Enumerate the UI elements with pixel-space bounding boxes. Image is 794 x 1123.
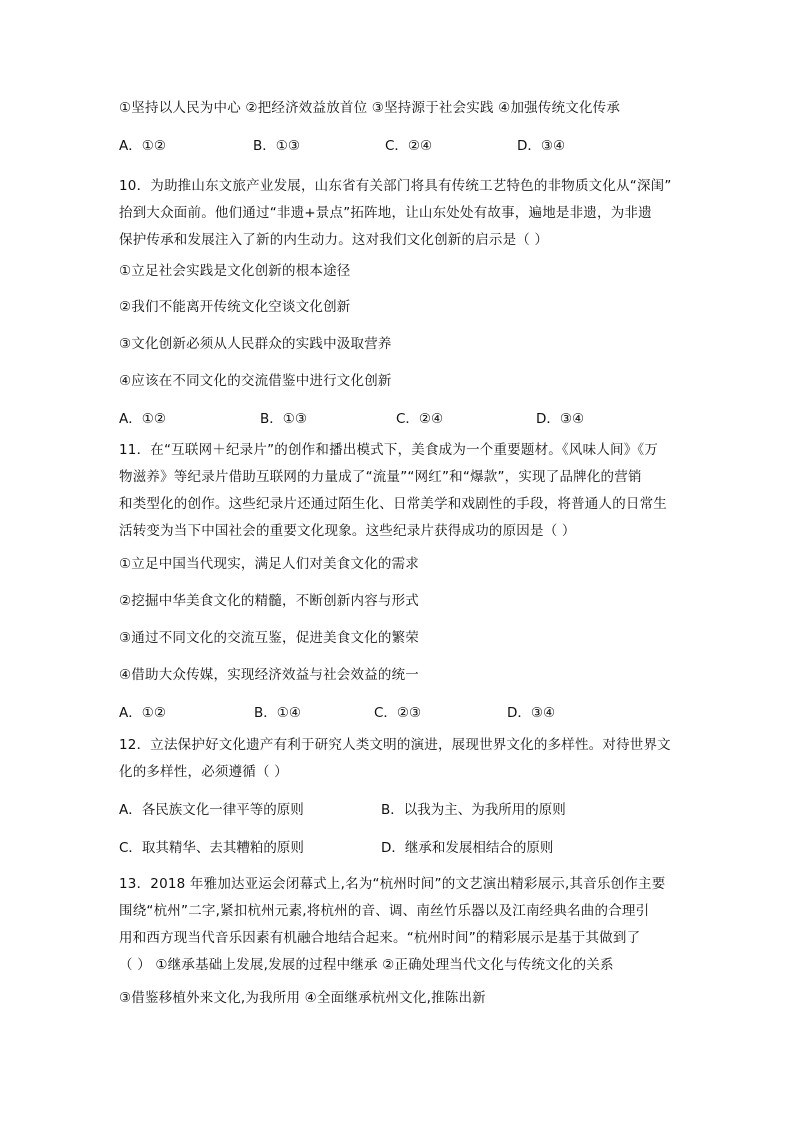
- q9-option-c: C．②④: [385, 138, 433, 154]
- q12-options-row-2: [119, 839, 679, 857]
- q10-option-b: B．①③: [260, 411, 307, 427]
- q10-stem: [119, 173, 679, 254]
- q11-option-b: B．①④: [254, 705, 301, 721]
- q12-stem-line: 化的多样性，必须遵循（ ）: [119, 764, 288, 780]
- q10-stem-line: 抬到大众面前。他们通过“非遗+景点”拓阵地，让山东处处有故事，遍地是非遗，为非遗: [119, 205, 652, 221]
- q9-option-d: D．③④: [517, 138, 566, 154]
- q11-stem-line: 11．在“互联网＋纪录片”的创作和播出模式下，美食成为一个重要题材。《风味人间》《万: [119, 442, 659, 458]
- q13-stem-line: 用和西方现当代音乐因素有机融合地结合起来。“杭州时间”的精彩展示是基于其做到了: [119, 930, 641, 946]
- q10-item-2: ②我们不能离开传统文化空谈文化创新: [119, 299, 351, 315]
- q12-option-b: B．以我为主、为我所用的原则: [381, 802, 566, 818]
- q12-stem-line: 12．立法保护好文化遗产有利于研究人类文明的演进，展现世界文化的多样性。对待世界文: [119, 737, 671, 753]
- q9-options: [119, 137, 679, 155]
- q11-item-1: ①立足中国当代现实，满足人们对美食文化的需求: [119, 556, 420, 572]
- q13-stem: [119, 871, 679, 979]
- q9-choices: ①坚持以人民为中心 ②把经济效益放首位 ③坚持源于社会实践 ④加强传统文化传承: [119, 100, 621, 116]
- q12-option-d: D．继承和发展相结合的原则: [381, 840, 554, 856]
- q11-option-a: A．①②: [119, 705, 166, 721]
- q12-options-row-1: [119, 801, 679, 819]
- q10-stem-line: 10．为助推山东文旅产业发展，山东省有关部门将具有传统工艺特色的非物质文化从“深闺”: [119, 178, 672, 194]
- q11-stem: [119, 437, 679, 545]
- q13-stem-line: 13．2018 年雅加达亚运会闭幕式上,名为“杭州时间”的文艺演出精彩展示,其音乐创作主要: [119, 876, 666, 892]
- q10-item-3: ③文化创新必须从人民群众的实践中汲取营养: [119, 336, 392, 352]
- q11-stem-line: 活转变为当下中国社会的重要文化现象。这些纪录片获得成功的原因是（ ）: [119, 523, 576, 539]
- q10-item-4: ④应该在不同文化的交流借鉴中进行文化创新: [119, 373, 392, 389]
- q10-option-d: D．③④: [536, 411, 585, 427]
- q11-option-c: C．②③: [374, 705, 422, 721]
- q10-option-a: A．①②: [119, 411, 166, 427]
- q11-option-d: D．③④: [507, 705, 556, 721]
- q9-option-b: B．①③: [253, 138, 300, 154]
- q11-stem-line: 和类型化的创作。这些纪录片还通过陌生化、日常美学和戏剧性的手段，将普通人的日常生: [119, 496, 667, 512]
- q13-tail: ③借鉴移植外来文化,为我所用 ④全面继承杭州文化,推陈出新: [119, 990, 486, 1006]
- q13-stem-line: （ ） ①继承基础上发展,发展的过程中继承 ②正确处理当代文化与传统文化的关系: [119, 957, 614, 973]
- q10-stem-line: 保护传承和发展注入了新的内生动力。这对我们文化创新的启示是（ ）: [119, 232, 549, 248]
- q11-stem-line: 物滋养》等纪录片借助互联网的力量成了“流量”“网红”和“爆款”，实现了品牌化的营销: [119, 469, 642, 485]
- q12-stem: [119, 732, 679, 786]
- q9-option-a: A．①②: [119, 138, 166, 154]
- q11-item-3: ③通过不同文化的交流互鉴，促进美食文化的繁荣: [119, 630, 420, 646]
- q10-item-1: ①立足社会实践是文化创新的根本途径: [119, 263, 351, 279]
- q12-option-c: C．取其精华、去其糟粕的原则: [119, 840, 304, 856]
- q10-option-c: C．②④: [396, 411, 444, 427]
- q11-options: [119, 704, 679, 722]
- q11-item-2: ②挖掘中华美食文化的精髓，不断创新内容与形式: [119, 593, 420, 609]
- q11-item-4: ④借助大众传媒，实现经济效益与社会效益的统一: [119, 667, 420, 683]
- q10-options: [119, 410, 679, 428]
- q13-stem-line: 围绕“杭州”二字,紧扣杭州元素,将杭州的音、调、南丝竹乐器以及江南经典名曲的合理引: [119, 903, 650, 919]
- q12-option-a: A．各民族文化一律平等的原则: [119, 802, 304, 818]
